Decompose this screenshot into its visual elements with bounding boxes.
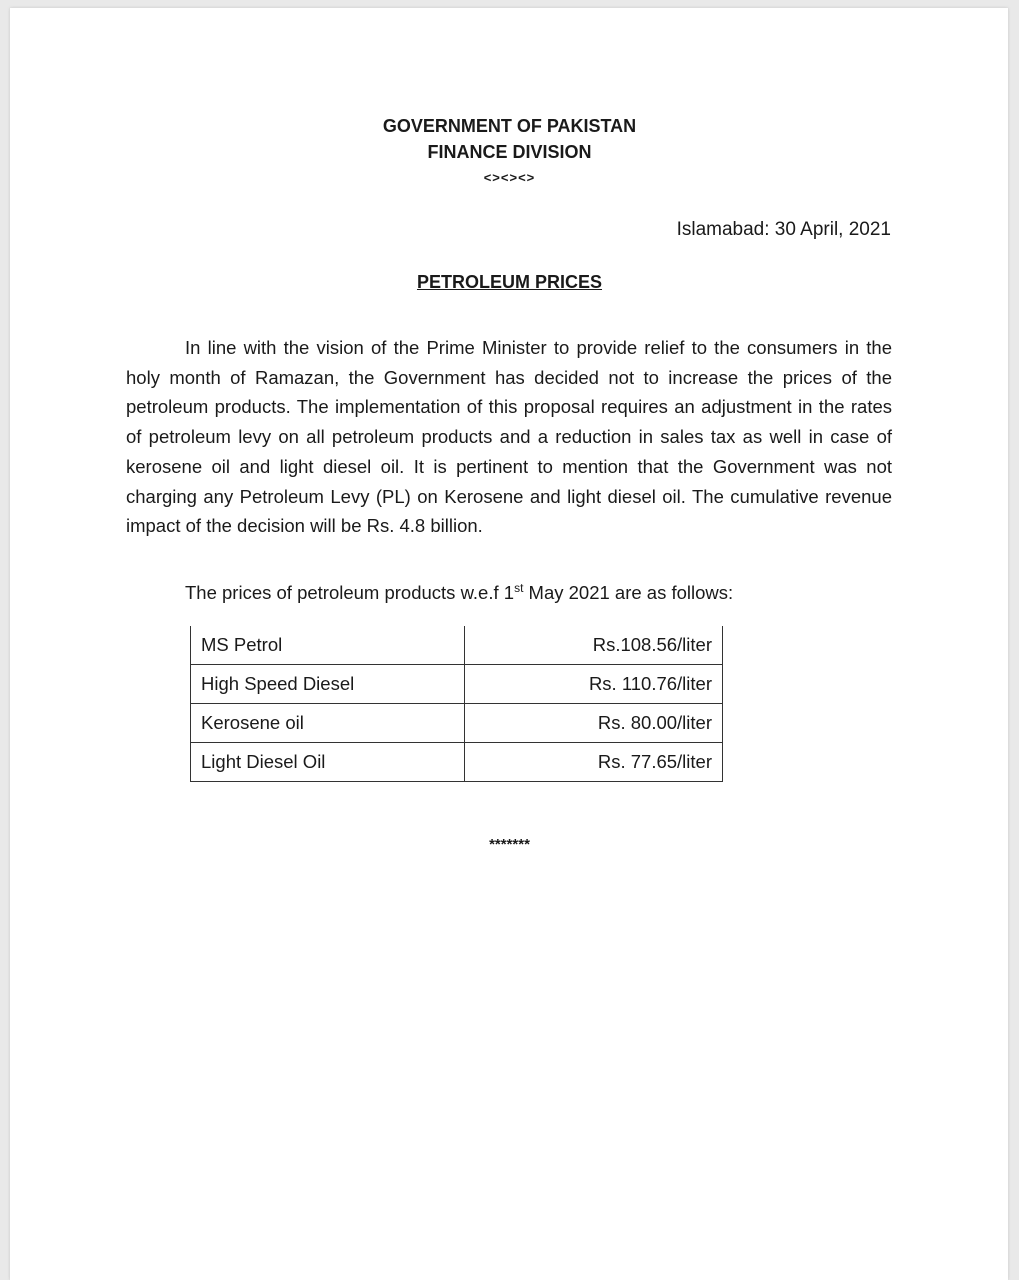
- intro-superscript: st: [514, 581, 524, 595]
- header-government: GOVERNMENT OF PAKISTAN: [382, 116, 637, 136]
- body-paragraph: In line with the vision of the Prime Minister to provide relief to the consumers in the holy month of Ramazan, the Government has decided not to increase the prices of the petroleum products. The implementation of this proposal requires an adjustment in the rates of petroleum levy on all petroleum products and a reduction in sales tax as well in case of kerosene oil and light diesel oil. It is pertinent to mention that the Government was not charging any Petroleum Levy (PL) on Kerosene and light diesel oil. The cumulative revenue impact of the decision will be Rs. 4.8 billion.: [126, 337, 892, 537]
- prices-intro: [185, 581, 733, 604]
- header-division: FINANCE DIVISION: [427, 142, 592, 162]
- document-title: PETROLEUM PRICES: [416, 272, 603, 292]
- product-name: Light Diesel Oil: [191, 743, 465, 782]
- intro-text-after: May 2021 are as follows:: [523, 582, 734, 604]
- table-row: [191, 743, 723, 782]
- product-price: Rs. 80.00/liter: [465, 704, 723, 743]
- end-marker: *******: [489, 836, 530, 853]
- table-row: [191, 704, 723, 743]
- intro-text-before: The prices of petroleum products w.e.f 1: [185, 582, 515, 604]
- product-price: Rs. 110.76/liter: [465, 665, 723, 704]
- table-row: [191, 665, 723, 704]
- product-name: Kerosene oil: [191, 704, 465, 743]
- document-date: Islamabad: 30 April, 2021: [676, 219, 891, 240]
- product-price: Rs.108.56/liter: [465, 626, 723, 665]
- product-name: MS Petrol: [191, 626, 465, 665]
- product-name: High Speed Diesel: [191, 665, 465, 704]
- product-price: Rs. 77.65/liter: [465, 743, 723, 782]
- header-ornament: <><><>: [483, 170, 536, 185]
- price-table: [190, 626, 723, 782]
- table-row: [191, 626, 723, 665]
